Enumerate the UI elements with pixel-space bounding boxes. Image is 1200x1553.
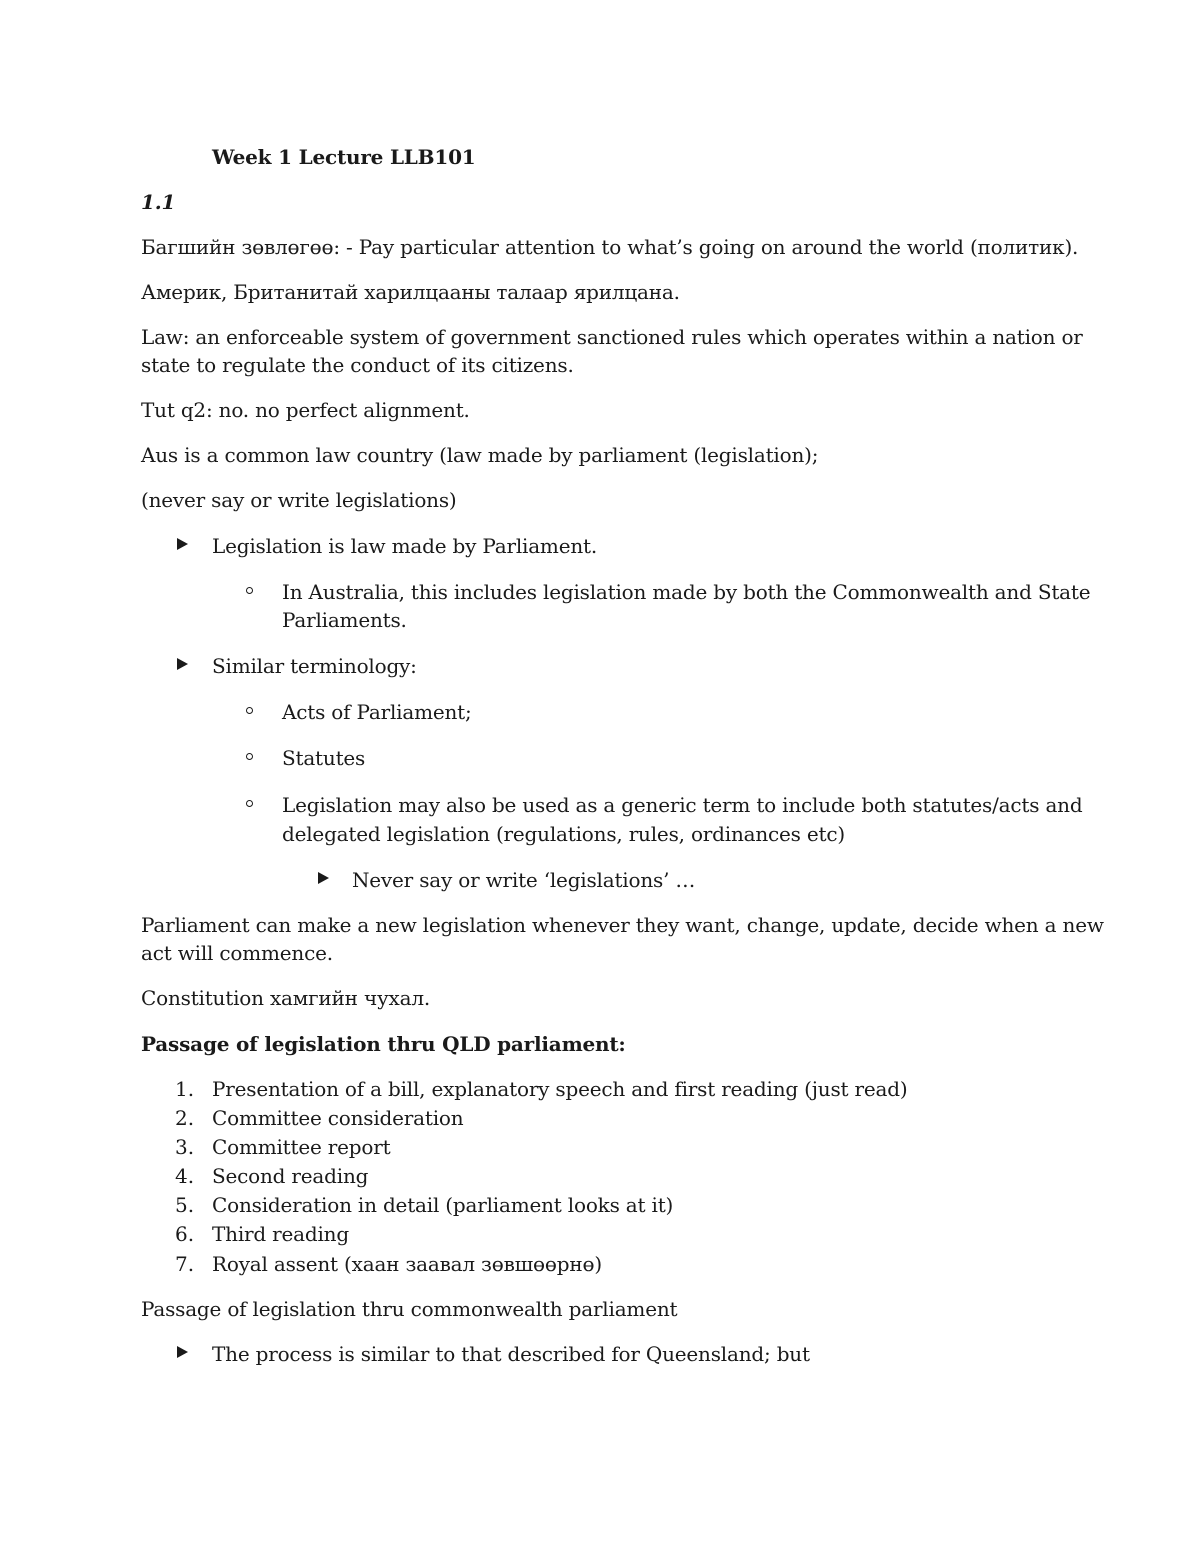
list-item: Committee report bbox=[212, 1135, 391, 1159]
paragraph-teacher-advice: Багшийн зөвлөгөө: - Pay particular attention to what’s going on around the world (политик). bbox=[141, 235, 1079, 259]
list-number: 1. bbox=[175, 1077, 195, 1101]
list-item: Committee consideration bbox=[212, 1106, 464, 1130]
list-item: Second reading bbox=[212, 1164, 369, 1188]
bullet-legislation-is-law: Legislation is law made by Parliament. bbox=[212, 534, 598, 558]
subbullet-generic-term-line1: Legislation may also be used as a generic term to include both statutes/acts and bbox=[282, 793, 1083, 817]
list-number: 6. bbox=[175, 1222, 195, 1246]
subbullet-generic-term-line2: delegated legislation (regulations, rules, ordinances etc) bbox=[282, 822, 845, 846]
subbullet-australia-line2: Parliaments. bbox=[282, 608, 407, 632]
list-number: 5. bbox=[175, 1193, 195, 1217]
paragraph-parliament-line2: act will commence. bbox=[141, 941, 333, 965]
section-number: 1.1 bbox=[141, 190, 176, 214]
triangle-bullet-icon bbox=[177, 1346, 188, 1358]
triangle-bullet-icon bbox=[177, 658, 188, 670]
paragraph-aus-common-law: Aus is a common law country (law made by parliament (legislation); bbox=[141, 443, 819, 467]
list-item: Presentation of a bill, explanatory speech and first reading (just read) bbox=[212, 1077, 908, 1101]
bullet-similar-terminology: Similar terminology: bbox=[212, 654, 417, 678]
subbullet-australia-line1: In Australia, this includes legislation made by both the Commonwealth and State bbox=[282, 580, 1091, 604]
commonwealth-heading: Passage of legislation thru commonwealth parliament bbox=[141, 1297, 678, 1321]
paragraph-constitution: Constitution хамгийн чухал. bbox=[141, 986, 430, 1010]
list-item: Third reading bbox=[212, 1222, 349, 1246]
triangle-bullet-icon bbox=[318, 872, 329, 884]
subsubbullet-never-legislations: Never say or write ‘legislations’ … bbox=[352, 868, 696, 892]
paragraph-tut-q2: Tut q2: no. no perfect alignment. bbox=[141, 398, 470, 422]
paragraph-parliament-line1: Parliament can make a new legislation whenever they want, change, update, decide when a new bbox=[141, 913, 1104, 937]
qld-heading: Passage of legislation thru QLD parliament: bbox=[141, 1032, 626, 1056]
paragraph-law-definition-line2: state to regulate the conduct of its citizens. bbox=[141, 353, 574, 377]
paragraph-america-britain: Америк, Британитай харилцааны талаар ярилцана. bbox=[141, 280, 680, 304]
subbullet-statutes: Statutes bbox=[282, 746, 366, 770]
bullet-commonwealth-process: The process is similar to that described for Queensland; but bbox=[212, 1342, 810, 1366]
triangle-bullet-icon bbox=[177, 538, 188, 550]
circle-bullet-icon bbox=[246, 753, 253, 760]
list-number: 2. bbox=[175, 1106, 195, 1130]
list-item: Royal assent (хаан заавал зөвшөөрнө) bbox=[212, 1252, 602, 1276]
circle-bullet-icon bbox=[246, 587, 253, 594]
circle-bullet-icon bbox=[246, 800, 253, 807]
list-item: Consideration in detail (parliament looks at it) bbox=[212, 1193, 674, 1217]
paragraph-never-say: (never say or write legislations) bbox=[141, 488, 457, 512]
circle-bullet-icon bbox=[246, 707, 253, 714]
paragraph-law-definition-line1: Law: an enforceable system of government sanctioned rules which operates within a nation or bbox=[141, 325, 1083, 349]
list-number: 4. bbox=[175, 1164, 195, 1188]
subbullet-acts-of-parliament: Acts of Parliament; bbox=[282, 700, 472, 724]
list-number: 3. bbox=[175, 1135, 195, 1159]
list-number: 7. bbox=[175, 1252, 195, 1276]
document-title: Week 1 Lecture LLB101 bbox=[212, 145, 476, 169]
